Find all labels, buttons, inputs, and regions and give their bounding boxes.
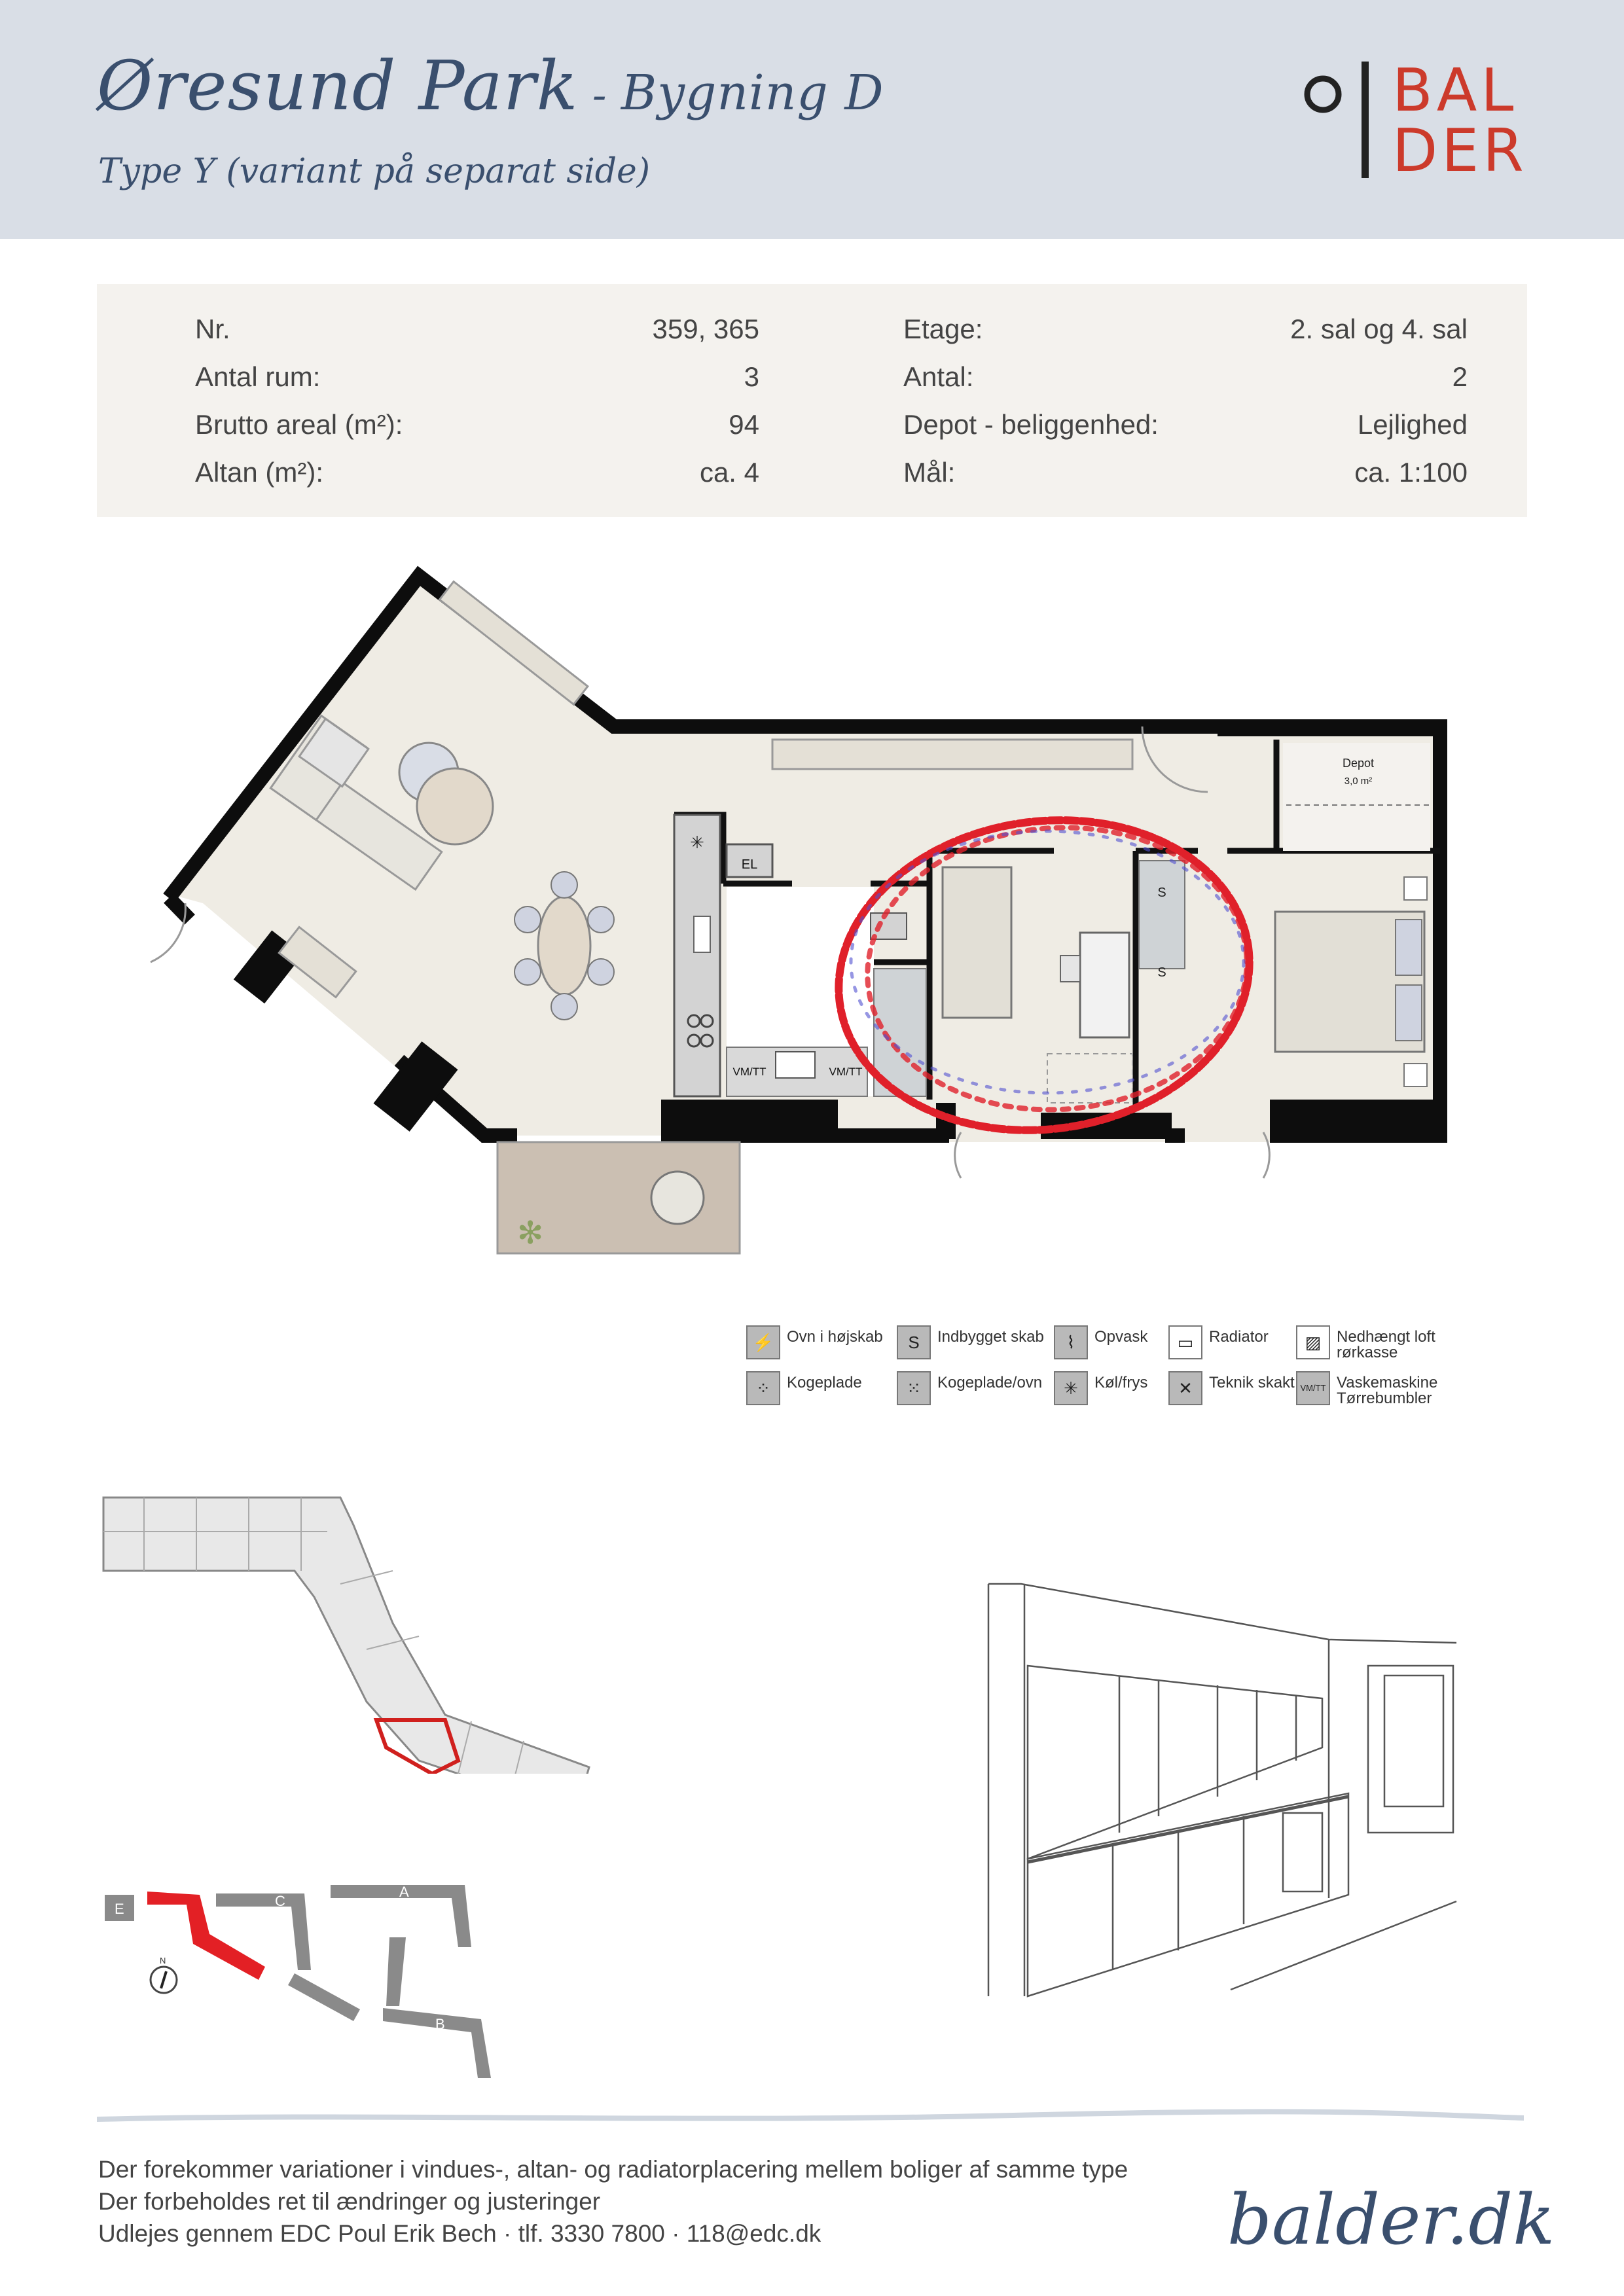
project-name: Øresund Park	[97, 46, 579, 126]
technical-shaft-icon: ✕	[1168, 1371, 1202, 1405]
legend-label: Kogeplade	[787, 1374, 862, 1391]
office-chair	[1060, 956, 1080, 982]
north-arrow-needle	[161, 1971, 166, 1988]
logo-text-bottom: DER	[1392, 117, 1528, 185]
info-row	[195, 409, 759, 448]
block-label: D	[208, 1918, 219, 1934]
apartment-info-panel	[97, 284, 1527, 517]
info-row	[903, 457, 1468, 496]
floor-plan	[144, 556, 1466, 1270]
info-value: 2. sal og 4. sal	[1290, 314, 1468, 344]
title-separator: -	[578, 71, 621, 120]
site-plan	[92, 1486, 648, 1774]
pillow	[1396, 920, 1422, 975]
fridge-icon: ✳	[690, 833, 704, 852]
info-label: Etage:	[903, 314, 983, 344]
block-label: E	[115, 1901, 124, 1917]
info-row	[903, 361, 1468, 401]
footer-disclaimer	[98, 2153, 1128, 2250]
vmtt-label: VM/TT	[829, 1066, 863, 1078]
legend-label-line1: Vaskemaskine	[1337, 1374, 1438, 1391]
depot-label: Depot	[1342, 757, 1375, 770]
info-value: Lejlighed	[1357, 409, 1468, 440]
sink-icon: ⌇	[1054, 1325, 1088, 1359]
hatch-icon: ▨	[1296, 1325, 1330, 1359]
block-label: B	[435, 2016, 445, 2032]
wardrobe-label: S	[1157, 886, 1166, 900]
website-link[interactable]: balder.dk	[1227, 2179, 1555, 2260]
legend-label	[1337, 1329, 1435, 1361]
single-bed	[943, 867, 1011, 1018]
logo-mark-icon	[1299, 58, 1391, 182]
hob-oven-icon: ⁙	[897, 1371, 931, 1405]
depot-area: 3,0 m²	[1344, 776, 1373, 787]
header-band	[0, 0, 1624, 239]
type-line: Type Y (variant på separat side)	[98, 152, 651, 191]
nightstand	[1404, 1064, 1427, 1086]
legend-label: Indbygget skab	[937, 1328, 1044, 1346]
key-plan	[92, 1872, 511, 2094]
sink-icon	[694, 916, 710, 952]
fridge-icon: ✳	[1054, 1371, 1088, 1405]
brush-divider	[97, 2108, 1524, 2127]
legend-label: Radiator	[1209, 1328, 1269, 1346]
wall-block	[661, 1100, 838, 1139]
legend-label: Teknik skakt	[1209, 1374, 1295, 1391]
building-name: Bygning D	[621, 65, 884, 121]
info-label: Brutto areal (m²):	[195, 409, 403, 440]
info-value: 359, 365	[652, 314, 759, 344]
legend-label-line1: Nedhængt loft	[1337, 1328, 1435, 1346]
info-row	[903, 314, 1468, 353]
nightstand	[1404, 877, 1427, 900]
info-value: 3	[744, 361, 759, 392]
footer-line: Der forbeholdes ret til ændringer og justeringer	[98, 2188, 601, 2215]
pillow	[1396, 985, 1422, 1041]
block-label: C	[275, 1893, 285, 1909]
desk	[1080, 933, 1129, 1037]
info-value: 2	[1452, 361, 1468, 392]
wardrobe-label: S	[1157, 965, 1166, 980]
info-label: Depot - beliggenhed:	[903, 409, 1159, 440]
balcony-table	[651, 1172, 704, 1224]
legend-label: Køl/frys	[1094, 1374, 1148, 1391]
info-label: Mål:	[903, 457, 956, 488]
washer-icon: VM/TT	[1296, 1371, 1330, 1405]
info-label: Antal rum:	[195, 361, 321, 392]
block-c-wing	[288, 1973, 360, 2021]
block-label: A	[399, 1884, 409, 1900]
plant-icon: ✻	[517, 1216, 544, 1251]
footer-line: Udlejes gennem EDC Poul Erik Bech · tlf. 3330 7800 · 118@edc.dk	[98, 2220, 821, 2247]
hob-icon: ⁘	[746, 1371, 780, 1405]
legend	[746, 1325, 1466, 1430]
north-label: N	[160, 1956, 166, 1965]
wall-block	[1218, 720, 1440, 736]
info-value: 94	[729, 409, 759, 440]
info-label: Altan (m²):	[195, 457, 324, 488]
washbasin	[776, 1052, 815, 1078]
info-label: Antal:	[903, 361, 974, 392]
legend-label: Kogeplade/ovn	[937, 1374, 1043, 1391]
wall-block	[1270, 1100, 1440, 1139]
legend-label-line2: Tørrebumbler	[1337, 1390, 1432, 1407]
kitchen-counter	[674, 815, 720, 1096]
footer-line: Der forekommer variationer i vindues-, altan- og radiatorplacering mellem boliger af samme type	[98, 2156, 1128, 2183]
radiator-icon: ▭	[1168, 1325, 1202, 1359]
el-label: EL	[741, 857, 758, 872]
balder-logo	[1299, 56, 1535, 185]
project-title	[97, 46, 884, 126]
info-value: ca. 4	[699, 457, 759, 488]
info-value: ca. 1:100	[1354, 457, 1468, 488]
block-b-top	[386, 1937, 406, 2006]
cabinet-icon: S	[897, 1325, 931, 1359]
legend-label-line2: rørkasse	[1337, 1344, 1398, 1361]
legend-label: Ovn i højskab	[787, 1328, 883, 1346]
info-row	[195, 457, 759, 496]
info-row	[903, 409, 1468, 448]
built-in-wardrobe	[1139, 861, 1185, 969]
kitchen-perspective-sketch	[979, 1571, 1463, 2003]
legend-label	[1337, 1375, 1437, 1407]
oven-icon: ⚡	[746, 1325, 780, 1359]
coffee-table	[417, 768, 493, 844]
dining-table	[538, 897, 590, 995]
info-label: Nr.	[195, 314, 230, 344]
legend-label: Opvask	[1094, 1328, 1148, 1346]
vmtt-label: VM/TT	[732, 1066, 767, 1078]
info-row	[195, 361, 759, 401]
info-row	[195, 314, 759, 353]
hallway-wardrobe	[772, 740, 1132, 769]
logo-text-top: BAL	[1392, 56, 1518, 125]
